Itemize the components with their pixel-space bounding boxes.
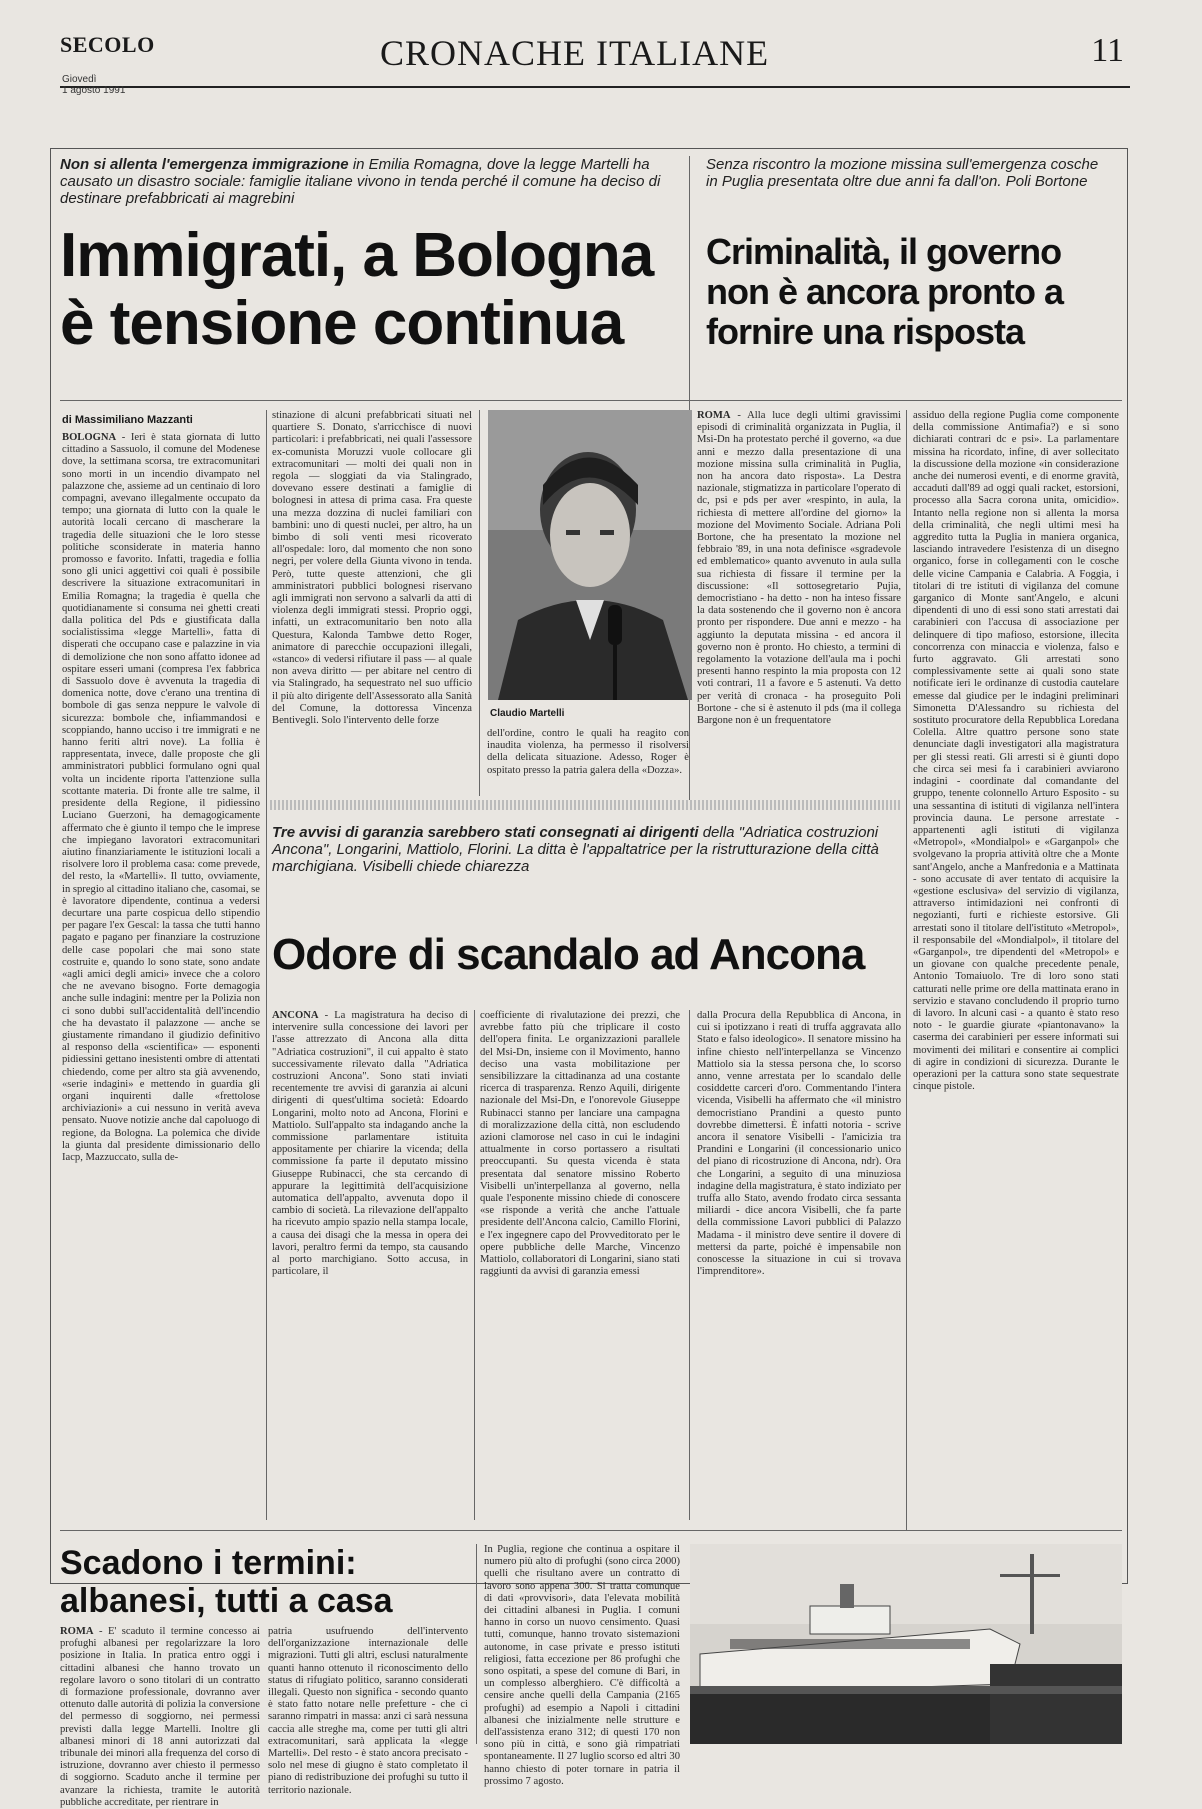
refugee-ship-photo: [690, 1544, 1122, 1744]
ancona-kicker-bold: Tre avvisi di garanzia sarebbero stati consegnati ai dirigenti: [272, 824, 699, 841]
masthead: [60, 28, 1130, 96]
column-rule: [474, 1010, 475, 1520]
bologna-kicker: [60, 156, 680, 207]
newspaper-name: SECOLO: [60, 32, 155, 57]
puglia-column-1: [697, 410, 901, 796]
puglia-headline: Criminalità, il governo non è ancora pronto a fornire una risposta: [706, 231, 1064, 352]
bologna-kicker-bold: Non si allenta l'emergenza immigrazione: [60, 156, 349, 173]
bologna-headline: Immigrati, a Bologna è tensione continua: [60, 221, 654, 358]
albania-dateline: ROMA: [60, 1626, 94, 1637]
issue-weekday: Giovedì: [62, 74, 97, 85]
column-rule: [476, 1544, 477, 1744]
column-rule: [906, 410, 907, 1530]
puglia-column-2: assiduo della regione Puglia come componente della commissione Antimafia?) e si sono dichiarati contrari dc e psi». La parlamentare missina ha ricordato, infine, di aver sollecitato la discussione della mozione «in considerazione anche dei numerosi eventi, e di enorme gravità, accaduti dall'89 ad oggi quali racket, estorsioni, processo alla Sacra corona unita, omicidio». Intanto nella regione non si allenta la morsa della criminalità, che negli ultimi mesi ha aggredito tutta la Puglia in maniera organica, lasciando intravedere l'esistenza di un disegno organico, forse in collegamenti con le cosche delle vicine Campania e Calabria. A Foggia, i titolari di tre istituti di vigilanza del comune garganico di Monte sant'Angelo, e alcuni dipendenti di uno di essi sono stati arrestati dai carabinieri con l'accusa di associazione per delinquere di tipo mafioso, estorsione, illecita concorrenza con minaccia e violenza, falso e furto aggravato. Gli arrestati sono complessivamente sette ai quali sono state notificate ieri le ordinanze di custodia cautelare emesse dal giudice per le indagini preliminari Simonetta D'Alessandro su richiesta del sostituto procuratore della Repubblica Loredana Colella. Altre quattro persone sono state denunciate dagli investigatori alla magistratura per gli stessi reati. Gli arresti si è giunti dopo che circa sei mesi fa i carabinieri avviarono indagini - coordinate dal comandante del gruppo, tenente colonnello Arturo Esposito - su una sessantina di istituti di vigilanza nell'intera provincia dauna. Le persone arrestate - appartenenti agli istituti di vigilanza «Metropol», «Mondialpol» e «Garganpol» che svolgevano la propria attività oltre che a Monte sant'Angelo, anche a Manfredonia e a Mattinata - sono accusate di aver tentato di acquisire la «gestione esclusiva» del servizio di vigilanza, attraverso intimidazioni nei confronti di negozianti, furti e richieste estorsive. Gli arrestati sono il titolare dell'istituto «Metropol», il responsabile del «Mondialpol», il titolare del «Garganpol», tre dipendenti del «Metropol» e un giovane con qualche precedente penale, Antonio Tomaiuolo. Tre di loro sono stati catturati nelle prime ore della mattinata erano in servizio e stavano concludendo il proprio turno di lavoro. In alcuni casi - a quanto è stato reso noto - le guardie giurate «piantonavano» la caserma dei carabinieri per essere informati sui movimenti dei militari e consentire ai complici di agire in condizioni di sicurezza. Durante le operazioni per la cattura sono state sequestrate cinque pistole.: [913, 410, 1119, 1093]
albania-column-1: [60, 1626, 260, 1808]
bologna-column-3: dell'ordine, contro le quali ha reagito con inaudita violenza, ha permesso il risolversi della delicata situazione. Adesso, Roger è ospitato presso la patria galera della «Dozza».: [487, 728, 689, 776]
ship-illustration: [690, 1544, 1122, 1744]
ancona-column-1-text: - La magistratura ha deciso di intervenire sulla concessione dei lavori per l'asse attrezzato di Ancona alla ditta "Adriatica costruzioni", il cui appalto è stato successivamente rilevato dalla "Adriatica costruzioni Ancona". Sono stati inviati recentemente tre avvisi di garanzia ai alcuni dirigenti di quest'ultima società: Edoardo Longarini, molto noto ad Ancona, Florini e Mattiolo. Sull'appalto sta indagando anche la commissione parlamentare istituita appositamente per chiarire la vicenda; della commissione fa parte il deputato missino Giuseppe Rubinacci, che sta cercando di appurare la legittimità dell'acquisizione automatica dell'appalto, avvenuta dopo il cambio di società. La rilevazione dell'appalto ha ricevuto ampio spazio nella stampa locale, a causa dei disagi che la messa in opera dei lavori, peraltro fermi da tempo, sta causando al porto marchigiano. Sotto accusa, in particolare, il: [272, 1010, 468, 1278]
albania-column-1-text: - E' scaduto il termine concesso ai profughi albanesi per regolarizzare la loro posizione in Italia. In pratica entro oggi i cittadini albanesi che hanno trovato un regolare lavoro o sono titolari di un contratto di formazione professionale, dovranno aver ottenuto dalle autorità di polizia la conversione del permesso di soggiorno, nei permessi previsti dalla legge Martelli. Inoltre gli albanesi minori di 18 anni autorizzati dal tribunale dei minori alla frequenza del corso di istruzione, dovranno aver chiesto il permesso di soggiorno. Scaduto anche il termine per avanzare la richiesta, tramite le autorità pubbliche accreditate, per rientrare in: [60, 1626, 260, 1808]
issue-date: [62, 74, 125, 96]
section-title: CRONACHE ITALIANE: [380, 33, 770, 73]
albania-column-3: In Puglia, regione che continua a ospitare il numero più alto di profughi (sono circa 2000) quelli che risultano avere un contratto di lavoro sono appena 300. Si tratta comunque di dati «provvisori», data l'elevata mobilità dei cittadini albanesi in Puglia. I comuni hanno in corso un nuovo censimento. Quasi tutti, comunque, hanno trovato sistemazioni autonome, in case private e presso istituti religiosi, fatta eccezione per 86 profughi che sono ospitati, a spese del comune di Bari, in un complesso alberghiero. C'è difficoltà a censire anche quelli della Campania (2165 profughi) ad esempio a Napoli i cittadini albanesi che inizialmente nelle strutture e dell'assistenza erano 312; di questi 170 non sono più in città, e sono già rimpatriati spontaneamente. Il 27 luglio scorso ed altri 30 hanno chiesto di poter tornare in patria il prossimo 7 agosto.: [484, 1544, 680, 1787]
bologna-column-2: stinazione di alcuni prefabbricati situati nel quartiere S. Donato, s'arricchisce di nuovi particolari: i prefabbricati, nei quali l'assessore ex-comunista Moruzzi vuole collocare gli extracomunitari — molti dei quali non in regola — sloggiati da via Stalingrado, dovevano essere destinati a famiglie di bolognesi in attesa di prima casa. Fra queste una mezza dozzina di nuclei familiari con bambini: uno di questi nuclei, per altro, ha un bimbo di soli venti mesi ricoverato all'ospedale: loro, dal momento che non sono negri, per volere della Giunta vivono in tenda. Però, tutte queste attenzioni, che gli amministratori pubblici bolognesi riservano agli immigrati non servono a salvarli da atti di violenza degli immigrati stessi. Proprio oggi, infatti, un extracomunitario ben noto alla Questura, Kalonda Tambwe detto Roger, animatore di parecchie occupazioni illegali, «stanco» di vedersi rifiutare il pass — al quale non aveva diritto — per abitare nel centro di via Stalingrado, ha sequestrato nel suo ufficio il più alto dirigente dell'Assessorato alla Sanità del Comune, la dottoressa Vincenza Bentivegli. Solo l'intervento delle forze: [272, 410, 472, 727]
issue-day: 1 agosto 1991: [62, 85, 126, 96]
puglia-dateline: ROMA: [697, 410, 731, 421]
page-number: 11: [1091, 32, 1124, 69]
column-rule: [266, 410, 267, 1520]
puglia-column-1-text: - Alla luce degli ultimi gravissimi episodi di criminalità organizzata in Puglia, il Msi-Dn ha protestato perché il governo, «a due anni e mezzo dalla presentazione di una mozione missina sulla criminalità in Puglia, non ha ancora dato risposta». La Destra nazionale, stigmatizza in particolare l'operato di dc, psi e pds per aver «respinto, in aula, la richiesta di mettere all'ordine del giorno» la mozione del Movimento Sociale. Adriana Poli Bortone, che ha presentato la mozione nel febbraio '89, in una nota definisce «sgradevole ed emblematico» quanto avvenuto in aula sulla sua richiesta di fissare il termine per la discussione: «Il sottosegretario Pujia, democristiano - ha detto - non ha inteso fissare la data sostenendo che il governo non è ancora pronto per rispondere. Due anni e mezzo - ha aggiunto la deputata missina - ed ancora il governo non è pronto. Ho chiesto, a termini di regolamento la votazione dell'aula ma i pochi presenti hanno respinto la mia proposta con 12 voti contrari, 11 a favore e 5 astenuti. Va detto per verità di cronaca - ha proseguito Poli Bortone - che si è astenuto il pds (ma il collega Bargone non è un frequentatore: [697, 410, 901, 727]
column-rule: [689, 1010, 690, 1520]
column-rule: [479, 410, 480, 796]
ancona-kicker-text: della "Adriatica costruzioni Ancona", Longarini, Mattiolo, Florini. La ditta è l'appaltatrice per la ristrutturazione della città marchigiana. Visibelli chiede chiarezza: [272, 824, 879, 875]
ancona-dateline: ANCONA: [272, 1010, 319, 1021]
bologna-dateline: BOLOGNA: [62, 432, 117, 443]
portrait-illustration: [488, 410, 692, 700]
ancona-headline: Odore di scandalo ad Ancona: [272, 930, 865, 979]
ancona-column-2: coefficiente di rivalutazione dei prezzi, che avrebbe fatto più che triplicare il costo dell'opera finita. Le organizzazioni parallele del Msi-Dn, insieme con il Movimento, hanno deciso una vasta mobilitazione per sensibilizzare la cittadinanza ad una costante ricerca di trasparenza. Renzo Aquili, dirigente nazionale del Msi-Dn, e l'onorevole Giuseppe Rubinacci stanno per lanciare una campagna di moralizzazione della città, non escludendo azioni clamorose nel caso in cui le indagini attualmente in corso portassero a risultati preoccupanti. Su questa vicenda è stata presentata dal senatore missino Roberto Visibelli un'interpellanza al governo, nella quale l'esponente missino chiede di conoscere «se risponde a verità che anche l'attuale presidente dell'Ancona calcio, Camillo Florini, e l'ex ingegnere capo del Provveditorato per le opere pubbliche delle Marche, Vincenzo Mattiolo, collaboratori di Longarini, siano stati raggiunti da avvisi di garanzia emessi: [480, 1010, 680, 1278]
albania-headline: Scadono i termini: albanesi, tutti a casa: [60, 1544, 393, 1620]
martelli-photo: [488, 410, 692, 700]
bologna-column-1: [62, 432, 260, 1517]
photo-caption: Claudio Martelli: [490, 708, 565, 719]
section-rule: [60, 1530, 1122, 1531]
ancona-column-3: dalla Procura della Repubblica di Ancona, in cui si ipotizzano i reati di truffa aggravata allo Stato e falso ideologico». Il senatore missino ha infine chiesto nell'interpellanza se Vincenzo Mattiolo sia la stessa persona che, lo scorso anno, venne arrestata per lo scandalo delle cosiddette carceri d'oro. Commentando l'intera vicenda, Visibelli ha affermato che «il ministro democristiano Prandini a questo punto dovrebbe dimettersi. È infatti notoria - scrive ancora il senatore Visibelli - l'amicizia tra Prandini e Longarini (il concessionario unico del piano di ricostruzione di Ancona, ndr). Ora che Longarini, a seguito di una minuziosa indagine della magistratura, è stato indiziato per truffa allo Stato, avendo frodato circa sessanta miliardi - dice ancora Visibelli, che fa parte della commissione Lavori pubblici di Palazzo Madama - il ministro deve sentire il dovere di mettersi da parte, poiché è impensabile non conoscesse la situazione in cui si trovava l'imprenditore».: [697, 1010, 901, 1278]
bologna-column-1-text: - Ieri è stata giornata di lutto cittadino a Sassuolo, il comune del Modenese dove, la settimana scorsa, tre extracomunitari sono morti in un incendio divampato nel palazzone che, assieme ad un centinaio di loro compagni, avevano illegalmente occupato da tempo; una giornata di lutto con la quale le autorità locali cercano di mascherare la tragedia delle situazioni che le loro stesse politiche sconsiderate in materia hanno promosso e favorito. Infatti, tragedia e follia sono gli unici aggettivi coi quali è possibile descrivere la situazione extracomunitari in Emilia Romagna; la tragedia è quella che quotidianamente si consuma nei ghetti creati dalla politica del Pds e giustificata dalla socialistissima «legge Martelli», fatta di disperati che occupano case e palazzine in via di demolizione che non sono affatto idonee ad ospitare esseri umani (compresa l'ex fabbrica di Sassuolo dove è avvenuta la tragedia di domenica notte, dove c'erano una trentina di bombole di gas senza neppure le valvole di sicurezza: bombole che, infiammandosi e scoppiando, hanno ucciso i tre immigrati e ne hanno feriti altri nove). La follia è rappresentata, invece, dalle proposte che gli amministratori pubblici formulano ogni qual volta un incidente riporta l'attenzione sulla scottante materia. Di fronte alle tre salme, il presidente della Regione, il pidiessino Luciano Guerzoni, ha demagogicamente affermato che è giunto il tempo che le imprese che impiegano lavoratori extracomunitari aiutino finanziariamente le istituzioni locali a risolvere loro il problema casa: come prevede, del resto, la «Martelli». Il tutto, ovviamente, in spregio al cittadino italiano che, casomai, se è lavoratore dipendente, continua a vedersi decurtare una parte cospicua dello stipendio per pagare l'ex Gescal: la tassa che tutti hanno pagato e pagano per finanziare la costruzione delle case popolari che mai sono state costruite e, quando lo sono state, sono andate «agli amici degli amici» invece che a coloro che ne avevano bisogno. Forte demagogia anche sulle indagini: mentre per la Polizia non ci sono dubbi sull'accidentalità dell'incendio che ha devastato il palazzone — anche se giustamente rimandano il giudizio definitivo al responso della «scientifica» — esponenti pidiessini gettano inesistenti ombre di attentati chiedendo, come per altro sta già avvenendo, «serie indagini» e mettendo in guardia gli organi inquirenti dalle «frettolose archiviazioni» a cui nessuno in verità aveva pensato. Nuove notizie anche dal capoluogo di regione, da Bologna. La polemica che divide la giunta dal presidente dimissionario dello Iacp, Mazzuccato, sulla de-: [62, 432, 260, 1163]
bologna-kicker-text: in Emilia Romagna, dove la legge Martelli ha causato un disastro sociale: famiglie italiane vivono in tenda perché il comune ha deciso di destinare prefabbricati ai magrebini: [60, 156, 661, 207]
bologna-byline: di Massimiliano Mazzanti: [62, 414, 193, 426]
separator-band: [270, 800, 900, 810]
headline-rule: [60, 400, 1122, 401]
ancona-kicker: [272, 824, 892, 875]
albania-column-2: patria usufruendo dell'intervento dell'organizzazione internazionale delle migrazioni. Tutti gli altri, esclusi naturalmente quanti hanno ottenuto il riconoscimento dello status di rifugiato politico, saranno considerati illegali. Questo non significa - secondo quanto è stato fatto notare nelle prefetture - che ci saranno rimpatri in massa: anzi ci sarà nessuna caccia alle streghe ma, come per tutti gli altri extracomunitari, sarà applicata la «legge Martelli». Del resto - è stato ancora precisato - solo nel mese di giugno è stato completato il piano di redistribuzione dei profughi su tutto il territorio nazionale.: [268, 1626, 468, 1796]
ancona-column-1: [272, 1010, 468, 1520]
puglia-kicker: Senza riscontro la mozione missina sull'emergenza cosche in Puglia presentata oltre due anni fa dall'on. Poli Bortone: [706, 156, 1099, 190]
